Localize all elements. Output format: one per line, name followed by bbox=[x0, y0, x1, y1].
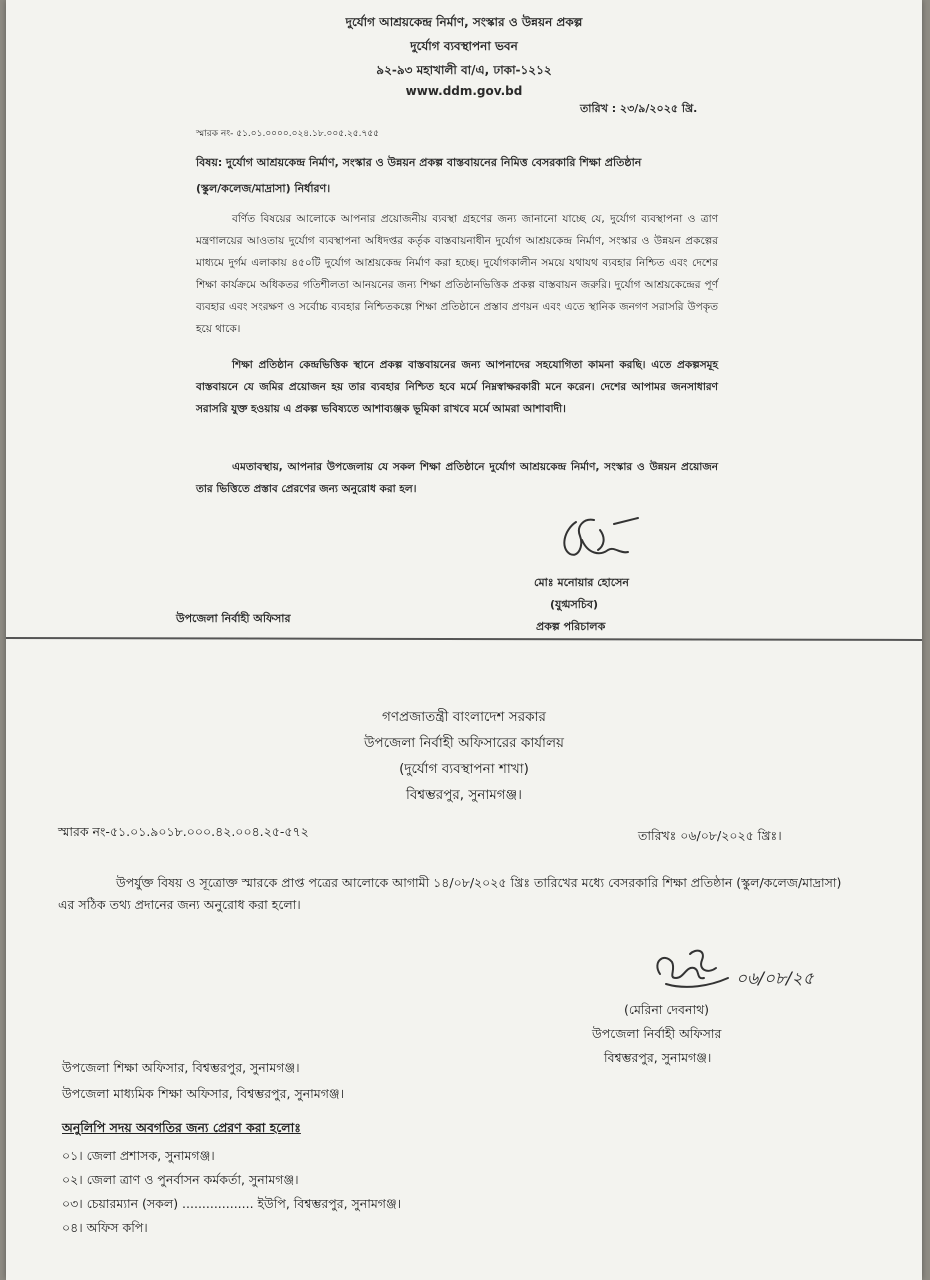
document-page bbox=[6, 0, 922, 1280]
top-subject-line1: বিষয়: দুর্যোগ আশ্রয়কেন্দ্র নির্মাণ, সংস্কার ও উন্নয়ন প্রকল্প বাস্তবায়নের নিমিত্ত বেসরকারি শিক্ষা প্রতিষ্ঠান bbox=[196, 156, 642, 169]
top-paragraph-2: শিক্ষা প্রতিষ্ঠান কেন্দ্রভিত্তিক স্থানে প্রকল্প বাস্তবায়নের জন্য আপনাদের সহযোগিতা কামনা করছি। এতে প্রকল্পসমূহ বাস্তবায়নে যে জমির প্রয়োজন হয় তার ব্যবহার নিশ্চিত হবে মর্মে নিম্নস্বাক্ষরকারী মনে করেন। দেশের আপামর জনসাধারণ সরাসরি যুক্ত হওয়ায় এ প্রকল্প ভবিষ্যতে আশাব্যঞ্জক ভূমিকা রাখবে মর্মে আমরা আশাবাদী। bbox=[196, 359, 718, 415]
top-recipient: উপজেলা নির্বাহী অফিসার bbox=[176, 612, 291, 625]
top-signatory-rank: (যুগ্মসচিব) bbox=[550, 598, 599, 611]
cc-heading: অনুলিপি সদয় অবগতির জন্য প্রেরণ করা হলোঃ bbox=[62, 1120, 301, 1135]
office-building: দুর্যোগ ব্যবস্থাপনা ভবন bbox=[410, 39, 518, 53]
project-title: দুর্যোগ আশ্রয়কেন্দ্র নির্মাণ, সংস্কার ও উন্নয়ন প্রকল্প bbox=[345, 15, 583, 29]
bottom-signatory-title: উপজেলা নির্বাহী অফিসার bbox=[592, 1026, 722, 1041]
bottom-date: তারিখঃ ০৬/০৮/২০২৫ খ্রিঃ। bbox=[638, 828, 782, 843]
cc-item-4: ০৪। অফিস কপি। bbox=[62, 1220, 148, 1235]
office-location: বিশ্বম্ভরপুর, সুনামগঞ্জ। bbox=[406, 787, 522, 803]
recipient-2: উপজেলা মাধ্যমিক শিক্ষা অফিসার, বিশ্বম্ভরপুর, সুনামগঞ্জ। bbox=[62, 1086, 345, 1101]
top-paragraph-1: বর্ণিত বিষয়ের আলোকে আপনার প্রয়োজনীয় ব্যবস্থা গ্রহণের জন্য জানানো যাচ্ছে যে, দুর্যোগ ব্যবস্থাপনা ও ত্রাণ মন্ত্রণালয়ের আওতায় দুর্যোগ ব্যবস্থাপনা অধিদপ্তর কর্তৃক বাস্তবায়নাধীন দুর্যোগ আশ্রয়কেন্দ্র নির্মাণ, সংস্কার ও উন্নয়ন প্রকল্পের মাধ্যমে দুর্গম এলাকায় ৪৫০টি দুর্যোগ আশ্রয়কেন্দ্র নির্মাণ করা হচ্ছে। দুর্যোগকালীন সময়ে যথাযথ ব্যবহার নিশ্চিত এবং দেশের শিক্ষা কার্যক্রমে অধিকতর গতিশীলতা আনয়নের জন্য শিক্ষা প্রতিষ্ঠানভিত্তিক প্রকল্প বাস্তবায়ন জরুরি। দুর্যোগ আশ্রয়কেন্দ্রের পূর্ণ ব্যবহার এবং সংরক্ষণ ও সর্বোচ্চ ব্যবহার নিশ্চিতকল্পে শিক্ষা প্রতিষ্ঠানে প্রস্তাব প্রণয়ন এবং এতে স্থানিক জনগণ সরাসরি উপকৃত হয়ে থাকে। bbox=[196, 213, 718, 335]
top-signatory-name: মোঃ মনোয়ার হোসেন bbox=[534, 576, 629, 589]
office-address: ৯২-৯৩ মহাখালী বা/এ, ঢাকা-১২১২ bbox=[376, 63, 552, 77]
bottom-letter bbox=[6, 640, 922, 1280]
bottom-signatory-name: (মেরিনা দেবনাথ) bbox=[624, 1002, 710, 1017]
bottom-memo-number: স্মারক নং-৫১.০১.৯০১৮.০০০.৪২.০০৪.২৫-৫৭২ bbox=[58, 824, 309, 839]
bottom-body: উপর্যুক্ত বিষয় ও সূত্রোক্ত স্মারকে প্রাপ্ত পত্রের আলোকে আগামী ১৪/০৮/২০২৫ খ্রিঃ তারিখের মধ্যে বেসরকারি শিক্ষা প্রতিষ্ঠান (স্কুল/কলেজ/মাদ্রাসা) এর সঠিক তথ্য প্রদানের জন্য অনুরোধ করা হলো। bbox=[58, 875, 842, 912]
top-paragraph-3: এমতাবস্থায়, আপনার উপজেলায় যে সকল শিক্ষা প্রতিষ্ঠানে দুর্যোগ আশ্রয়কেন্দ্র নির্মাণ, সংস্কার ও উন্নয়ন প্রয়োজন তার ভিত্তিতে প্রস্তাব প্রেরণের জন্য অনুরোধ করা হল। bbox=[196, 461, 718, 495]
cc-item-1: ০১। জেলা প্রশাসক, সুনামগঞ্জ। bbox=[62, 1148, 215, 1163]
office-website: www.ddm.gov.bd bbox=[405, 84, 523, 98]
govt-title: গণপ্রজাতন্ত্রী বাংলাদেশ সরকার bbox=[382, 709, 546, 725]
top-signatory-title: প্রকল্প পরিচালক bbox=[536, 620, 606, 633]
bottom-signatory-place: বিশ্বম্ভরপুর, সুনামগঞ্জ। bbox=[604, 1050, 712, 1065]
cc-item-2: ০২। জেলা ত্রাণ ও পুনর্বাসন কর্মকর্তা, সুনামগঞ্জ। bbox=[62, 1172, 299, 1187]
signature-date: ০৬/০৮/২৫ bbox=[736, 969, 814, 989]
top-subject-line2: (স্কুল/কলেজ/মাদ্রাসা) নির্ধারণ। bbox=[196, 182, 331, 195]
top-date: তারিখ : ২৩/৯/২০২৫ খ্রি. bbox=[580, 102, 698, 115]
office-title: উপজেলা নির্বাহী অফিসারের কার্যালয় bbox=[364, 735, 564, 751]
top-memo-number: স্মারক নং- ৫১.০১.০০০০.০২৪.১৮.০০৫.২৫.৭৫৫ bbox=[196, 129, 380, 139]
top-signature bbox=[554, 510, 650, 570]
recipient-1: উপজেলা শিক্ষা অফিসার, বিশ্বম্ভরপুর, সুনামগঞ্জ। bbox=[62, 1060, 300, 1075]
branch-title: (দুর্যোগ ব্যবস্থাপনা শাখা) bbox=[399, 761, 529, 777]
top-letter bbox=[6, 0, 922, 640]
cc-item-3: ০৩। চেয়ারম্যান (সকল) .................. ইউপি, বিশ্বম্ভরপুর, সুনামগঞ্জ। bbox=[62, 1196, 402, 1211]
